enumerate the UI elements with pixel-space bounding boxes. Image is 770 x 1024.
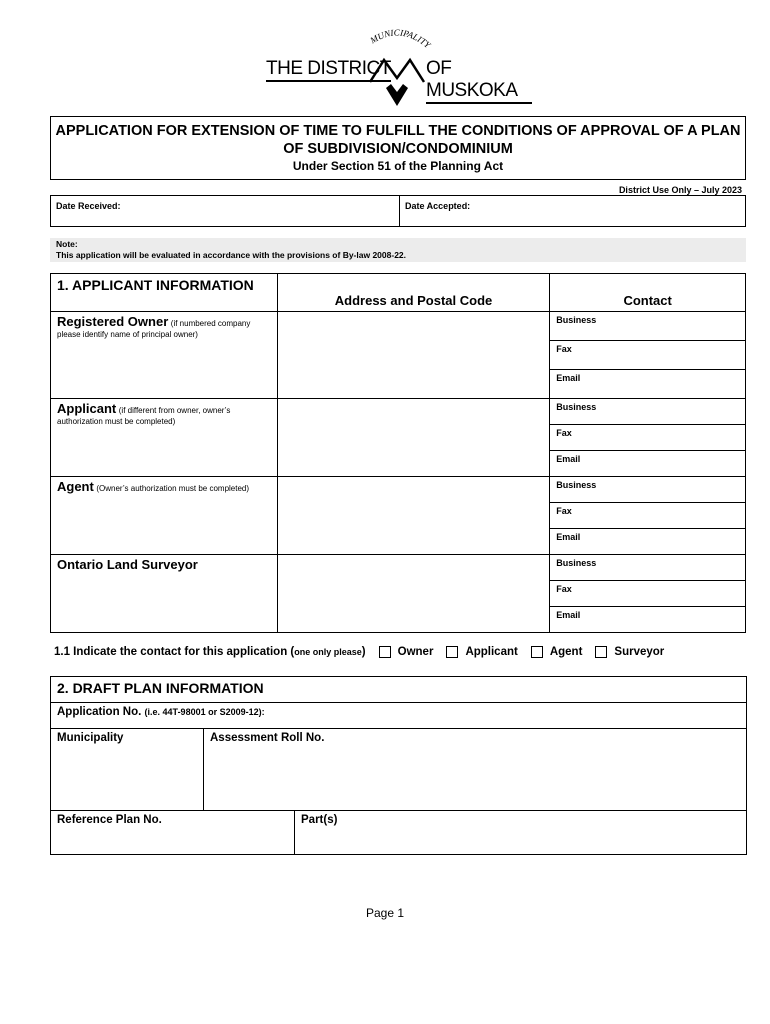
applicant-option-label: Applicant — [465, 646, 518, 658]
contact-question-close: ) — [361, 646, 366, 658]
district-use-label: District Use Only – July 2023 — [618, 185, 742, 195]
owner-checkbox[interactable] — [379, 646, 391, 658]
form-subtitle: Under Section 51 of the Planning Act — [292, 159, 504, 173]
surveyor-label — [51, 555, 278, 633]
date-received-row — [50, 195, 746, 227]
surveyor-address-field[interactable] — [277, 555, 550, 633]
registered-owner-address-field[interactable] — [277, 312, 550, 399]
role-name: Agent — [57, 479, 94, 494]
form-title: APPLICATION FOR EXTENSION OF TIME TO FULFILL THE CONDITIONS OF APPROVAL OF A PLAN OF SUBDIVISION/CONDOMINIUM — [55, 123, 741, 157]
agent-fax-field[interactable]: Fax — [550, 503, 746, 529]
applicant-information-table — [50, 273, 746, 633]
logo-left-text: THE DISTRICT — [266, 58, 391, 82]
agent-address-field[interactable] — [277, 477, 550, 555]
applicant-business-field[interactable]: Business — [550, 399, 746, 425]
applicant-label — [51, 399, 278, 477]
agent-checkbox[interactable] — [531, 646, 543, 658]
note-box — [50, 238, 746, 262]
contact-choice-row — [54, 646, 754, 658]
note-text: This application will be evaluated in accordance with the provisions of By-law 2008-22. — [56, 250, 407, 260]
applicant-email-field[interactable]: Email — [550, 451, 746, 477]
application-number-label: Application No. — [57, 706, 142, 718]
surveyor-option-label: Surveyor — [614, 646, 665, 658]
date-accepted-field[interactable]: Date Accepted: — [405, 201, 471, 211]
district-logo — [262, 28, 532, 108]
applicant-address-field[interactable] — [277, 399, 550, 477]
section-1-title: 1. APPLICANT INFORMATION — [51, 274, 278, 312]
surveyor-email-field[interactable]: Email — [550, 607, 746, 633]
municipality-arc-text — [360, 28, 434, 50]
contact-column-header: Contact — [550, 274, 746, 312]
contact-question-hint: one only please — [294, 647, 362, 657]
agent-option-label: Agent — [549, 646, 583, 658]
surveyor-business-field[interactable]: Business — [550, 555, 746, 581]
assessment-roll-field[interactable]: Assessment Roll No. — [210, 732, 325, 744]
agent-label — [51, 477, 278, 555]
role-note: (if different from owner, owner’s authorization must be completed) — [57, 406, 231, 426]
role-name: Registered Owner — [57, 314, 169, 329]
role-note: (Owner’s authorization must be completed) — [96, 484, 250, 493]
applicant-fax-field[interactable]: Fax — [550, 425, 746, 451]
role-name: Ontario Land Surveyor — [57, 557, 198, 572]
mountain-logo-icon — [368, 48, 426, 108]
logo-right-text: OF MUSKOKA — [426, 58, 532, 104]
form-title-box — [50, 116, 746, 180]
application-number-field[interactable] — [51, 703, 271, 728]
reference-plan-field[interactable]: Reference Plan No. — [51, 811, 295, 854]
applicant-checkbox[interactable] — [446, 646, 458, 658]
draft-plan-table — [50, 676, 747, 855]
page-number: Page 1 — [365, 906, 405, 920]
owner-fax-field[interactable]: Fax — [550, 341, 746, 370]
date-received-field[interactable]: Date Received: — [51, 196, 400, 226]
section-2-title: 2. DRAFT PLAN INFORMATION — [57, 680, 264, 696]
surveyor-fax-field[interactable]: Fax — [550, 581, 746, 607]
application-number-hint: (i.e. 44T-98001 or S2009-12): — [144, 707, 265, 717]
role-note: (if numbered company please identify name of principal owner) — [57, 319, 251, 339]
municipality-field[interactable]: Municipality — [51, 729, 204, 810]
note-label: Note: — [56, 239, 78, 249]
role-name: Applicant — [57, 401, 117, 416]
owner-business-field[interactable]: Business — [550, 312, 746, 341]
owner-email-field[interactable]: Email — [550, 370, 746, 399]
owner-option-label: Owner — [397, 646, 434, 658]
contact-question-text: 1.1 Indicate the contact for this application ( — [54, 646, 295, 658]
agent-business-field[interactable]: Business — [550, 477, 746, 503]
agent-email-field[interactable]: Email — [550, 529, 746, 555]
surveyor-checkbox[interactable] — [595, 646, 607, 658]
parts-field[interactable]: Part(s) — [301, 814, 338, 826]
address-column-header: Address and Postal Code — [277, 274, 550, 312]
registered-owner-label — [51, 312, 278, 399]
svg-text:MUNICIPALITY: MUNICIPALITY — [368, 28, 433, 50]
